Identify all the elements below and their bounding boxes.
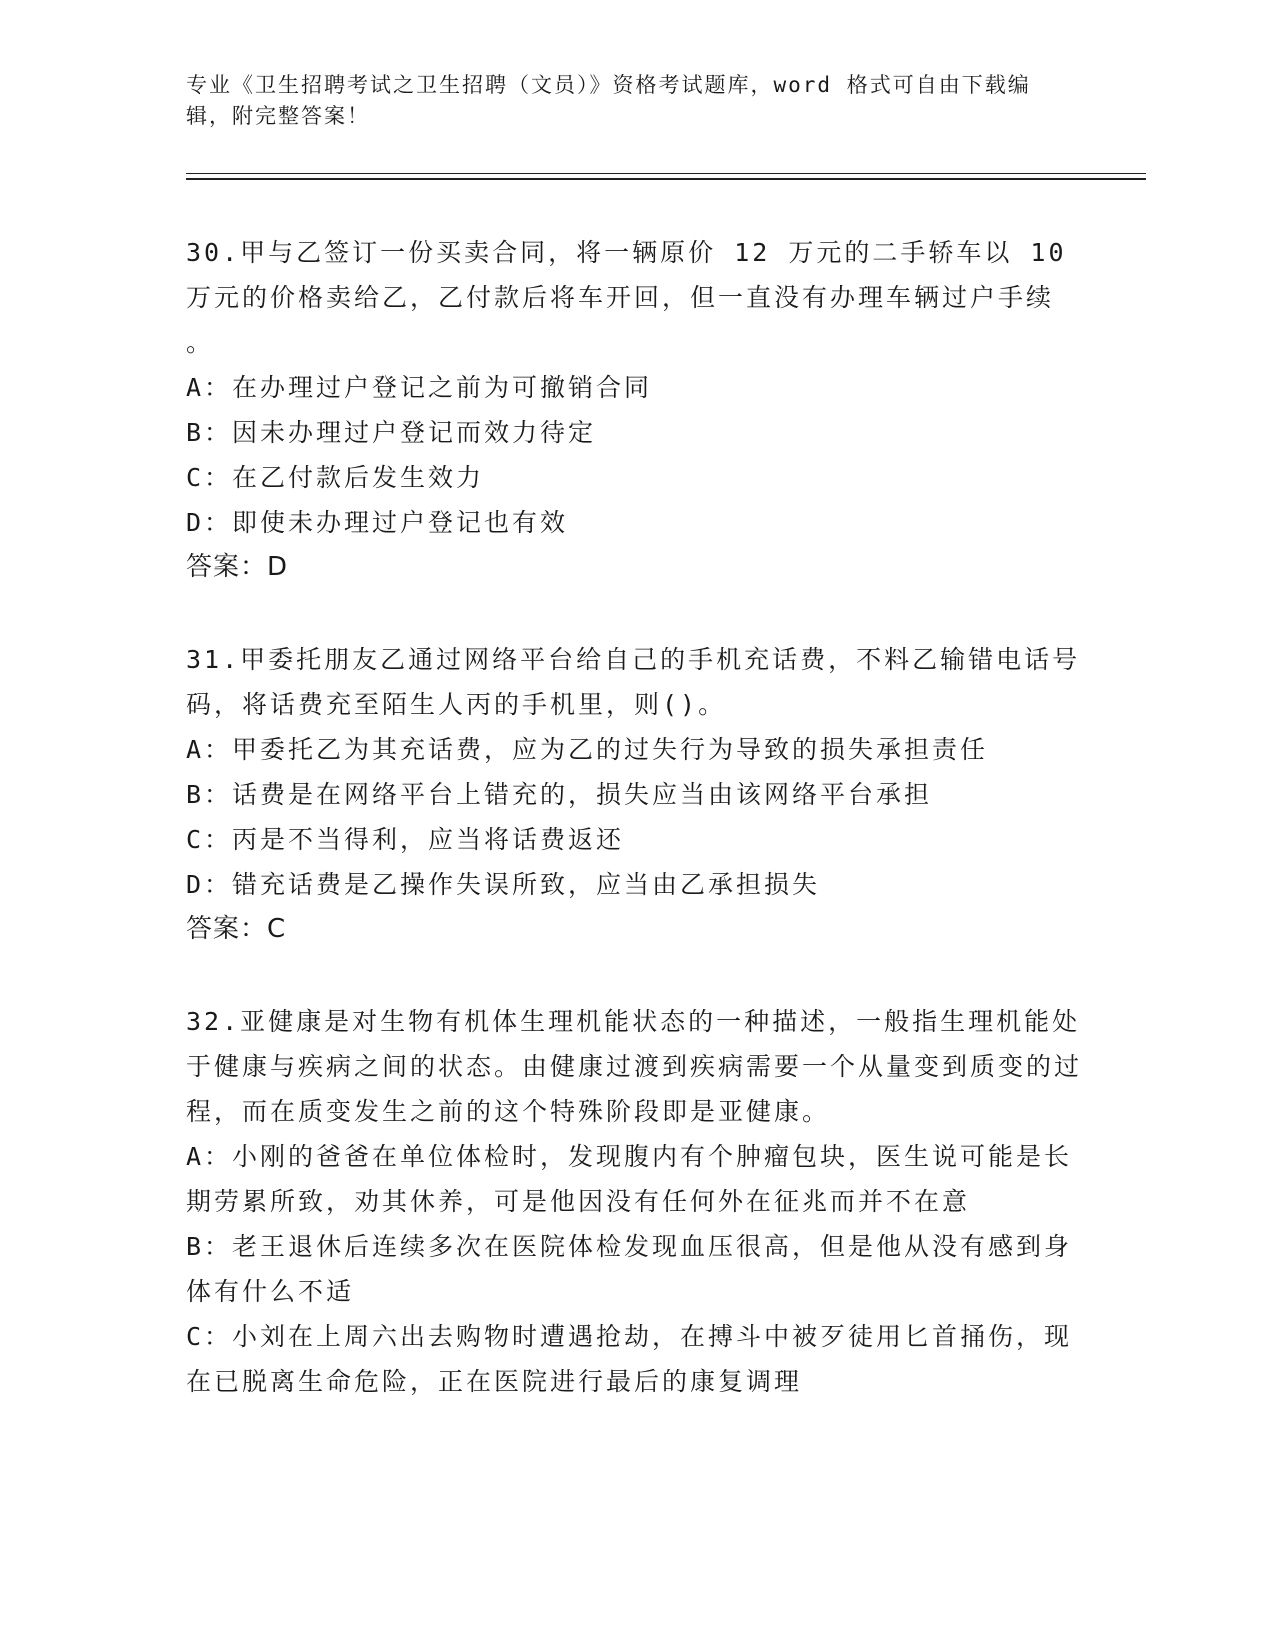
header-divider-thick [186,178,1146,180]
option-c: C：在乙付款后发生效力 [186,463,485,492]
question-stem: 31.甲委托朋友乙通过网络平台给自己的手机充话费，不料乙输错电话号码，将话费充至陌生人丙的手机里，则()。 [186,645,1081,719]
option-b: B：老王退休后连续多次在医院体检发现血压很高，但是他从没有感到身体有什么不适 [186,1232,1073,1306]
option-a: A：甲委托乙为其充话费，应为乙的过失行为导致的损失承担责任 [186,735,989,764]
option-b: B：话费是在网络平台上错充的，损失应当由该网络平台承担 [186,780,933,809]
option-b: B：因未办理过户登记而效力待定 [186,418,597,447]
option-a: A：小刚的爸爸在单位体检时，发现腹内有个肿瘤包块，医生说可能是长期劳累所致，劝其休养，可是他因没有任何外在征兆而并不在意 [186,1142,1073,1216]
document-page [186,70,1146,1396]
question-30 [186,230,1086,590]
option-a: A：在办理过户登记之前为可撤销合同 [186,373,653,402]
document-header: 专业《卫生招聘考试之卫生招聘（文员）》资格考试题库，word 格式可自由下载编辑，附完整答案！ [186,73,1031,128]
option-d: D：错充话费是乙操作失误所致，应当由乙承担损失 [186,870,821,899]
option-c: C：小刘在上周六出去购物时遭遇抢劫，在搏斗中被歹徒用匕首捅伤，现在已脱离生命危险，正在医院进行最后的康复调理 [186,1322,1073,1396]
question-stem: 32.亚健康是对生物有机体生理机能状态的一种描述，一般指生理机能处于健康与疾病之间的状态。由健康过渡到疾病需要一个从量变到质变的过程，而在质变发生之前的这个特殊阶段即是亚健康。 [186,1007,1083,1126]
question-list [186,230,1086,1451]
option-c: C：丙是不当得利，应当将话费返还 [186,825,625,854]
question-31 [186,637,1086,952]
option-d: D：即使未办理过户登记也有效 [186,508,569,537]
question-stem: 30.甲与乙签订一份买卖合同，将一辆原价 12 万元的二手轿车以 10 万元的价格卖给乙，乙付款后将车开回，但一直没有办理车辆过户手续 。 [186,238,1067,357]
answer: 答案：D [186,552,289,582]
header-divider-thin [186,173,1146,174]
question-32 [186,999,1086,1404]
answer: 答案：C [186,914,287,944]
